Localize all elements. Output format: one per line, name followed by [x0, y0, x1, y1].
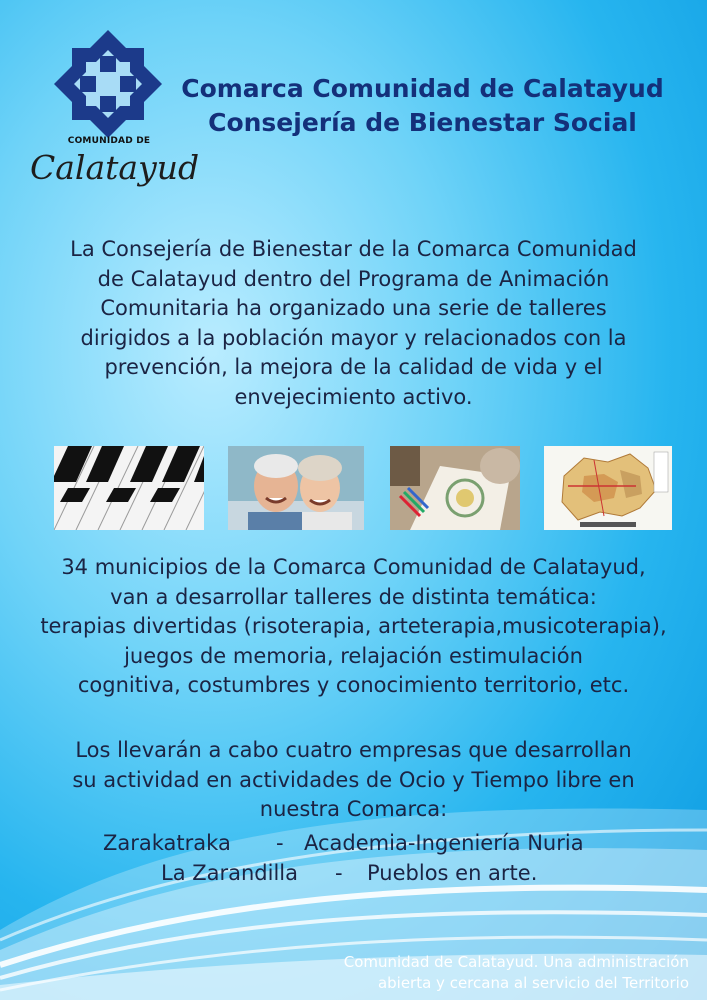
elderly-couple-photo [228, 446, 364, 530]
footer-line-1: Comunidad de Calatayud. Una administración [343, 953, 689, 971]
footer-slogan [344, 952, 689, 994]
company-separator: - [335, 861, 343, 885]
company-name: Academia-Ingeniería Nuria [304, 831, 584, 855]
title-line-2: Consejería de Bienestar Social [208, 108, 637, 137]
intro-line: Comunitaria ha organizado una serie de talleres [100, 296, 607, 320]
company-name: Pueblos en arte. [367, 861, 538, 885]
title-line-1: Comarca Comunidad de Calatayud [181, 74, 664, 103]
workshops-paragraph [30, 553, 677, 701]
companies-intro-line: su actividad en actividades de Ocio y Tiempo libre en [72, 767, 635, 792]
workshops-line: terapias divertidas (risoterapia, arteterapia,musicoterapia), [40, 614, 667, 638]
drawing-workshop-photo [390, 446, 520, 530]
comarca-map-photo [544, 446, 672, 530]
logo-small-text: COMUNIDAD DE [67, 136, 151, 146]
footer-line-2: abierta y cercana al servicio del Territorio [377, 974, 689, 992]
intro-paragraph [30, 235, 677, 412]
workshops-line: 34 municipios de la Comarca Comunidad de Calatayud, [61, 555, 646, 579]
intro-line: de Calatayud dentro del Programa de Animación [97, 266, 610, 291]
intro-line: La Consejería de Bienestar de la Comarca Comunidad [70, 237, 637, 261]
companies-intro-paragraph [30, 736, 677, 825]
intro-line: prevención, la mejora de la calidad de vida y el [104, 355, 603, 379]
intro-line: envejecimiento activo. [234, 384, 473, 409]
company-row [0, 828, 707, 858]
company-name: La Zarandilla [161, 861, 299, 885]
piano-keys-photo [54, 446, 204, 530]
workshops-line: juegos de memoria, relajación estimulación [124, 643, 583, 668]
logo-star-icon [52, 28, 164, 140]
logo-big-text: Calatayud [30, 148, 200, 187]
companies-intro-line: Los llevarán a cabo cuatro empresas que desarrollan [75, 738, 632, 762]
page-title [150, 72, 695, 140]
intro-line: dirigidos a la población mayor y relacionados con la [80, 325, 627, 350]
workshops-line: van a desarrollar talleres de distinta temática: [110, 584, 597, 609]
workshops-line: cognitiva, costumbres y conocimiento territorio, etc. [77, 673, 630, 697]
company-row [0, 858, 707, 888]
company-name: Zarakatraka [103, 831, 231, 855]
companies-list [0, 828, 707, 888]
companies-intro-line: nuestra Comarca: [259, 797, 448, 821]
company-separator: - [276, 831, 284, 855]
